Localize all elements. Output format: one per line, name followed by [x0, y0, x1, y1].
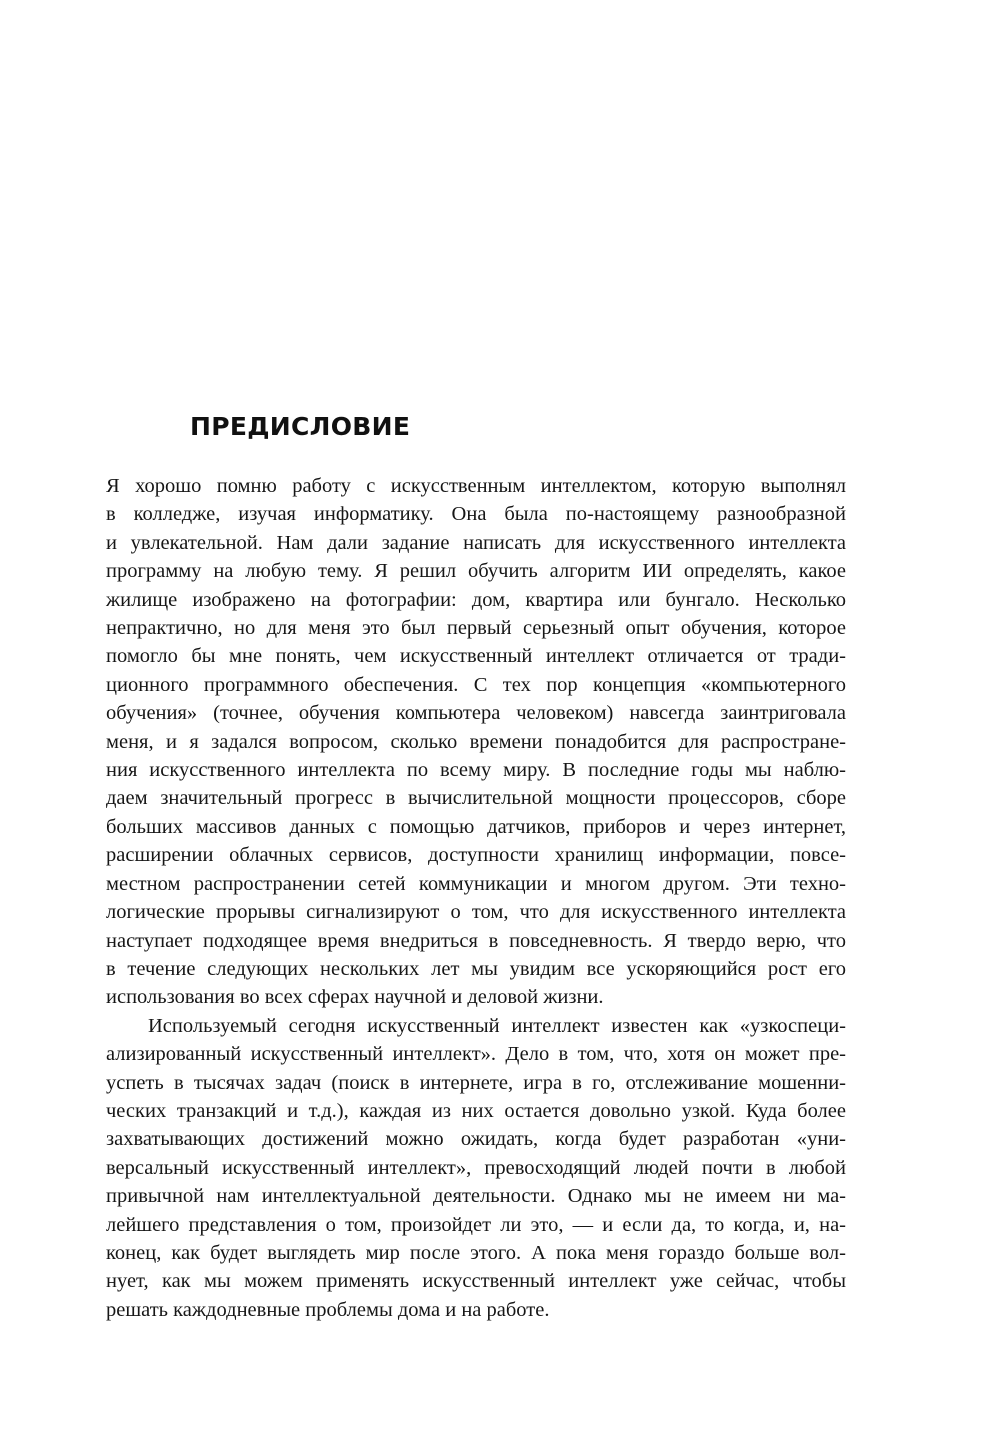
text-line: решать каждодневные проблемы дома и на работе.: [106, 1298, 550, 1321]
text-line: ализированный искусственный интеллект». Дело в том, что, хотя он может пре-: [106, 1043, 846, 1066]
text-line: непрактично, но для меня это был первый серьезный опыт обучения, которое: [106, 617, 846, 640]
text-line: больших массивов данных с помощью датчиков, приборов и через интернет,: [106, 815, 846, 838]
text-line: привычной нам интеллектуальной деятельности. Однако мы не имеем ни ма-: [106, 1185, 846, 1208]
text-line: конец, как будет выглядеть мир после этого. А пока меня гораздо больше вол-: [106, 1241, 846, 1264]
body-text: [106, 472, 846, 1324]
text-line: ния искусственного интеллекта по всему миру. В последние годы мы наблю-: [106, 759, 846, 782]
text-line: в колледже, изучая информатику. Она была по-настоящему разнообразной: [106, 503, 846, 526]
text-line: обучения» (точнее, обучения компьютера человеком) навсегда заинтриговала: [106, 702, 846, 725]
text-line: успеть в тысячах задач (поиск в интернете, игра в го, отслеживание мошенни-: [106, 1071, 846, 1094]
text-line: версальный искусственный интеллект», превосходящий людей почти в любой: [106, 1156, 846, 1179]
text-line: логические прорывы сигнализируют о том, что для искусственного интеллекта: [106, 901, 846, 924]
text-line: Используемый сегодня искусственный интеллект известен как «узкоспеци-: [148, 1014, 846, 1037]
text-line: помогло бы мне понять, чем искусственный интеллект отличается от тради-: [106, 645, 846, 668]
text-line: даем значительный прогресс в вычислительной мощности процессоров, сборе: [106, 787, 846, 810]
text-line: жилище изображено на фотографии: дом, квартира или бунгало. Несколько: [106, 588, 846, 611]
text-line: меня, и я задался вопросом, сколько времени понадобится для распростране-: [106, 730, 846, 753]
text-line: использования во всех сферах научной и деловой жизни.: [106, 986, 604, 1009]
text-line: наступает подходящее время внедриться в повседневность. Я твердо верю, что: [106, 929, 846, 952]
chapter-heading: ПРЕДИСЛОВИЕ: [190, 412, 411, 441]
paragraph-2: [106, 1012, 846, 1324]
text-line: ческих транзакций и т.д.), каждая из них остается довольно узкой. Куда более: [106, 1099, 846, 1122]
paragraph-1: [106, 472, 846, 1012]
text-line: расширении облачных сервисов, доступности хранилищ информации, повсе-: [106, 844, 846, 867]
text-line: программу на любую тему. Я решил обучить алгоритм ИИ определять, какое: [106, 560, 846, 583]
text-line: Я хорошо помню работу с искусственным интеллектом, которую выполнял: [106, 475, 846, 497]
text-line: ционного программного обеспечения. С тех пор концепция «компьютерного: [106, 673, 846, 696]
text-line: лейшего представления о том, произойдет ли это, — и если да, то когда, и, на-: [106, 1213, 846, 1236]
text-line: местном распространении сетей коммуникации и многом другом. Эти техно-: [106, 872, 846, 895]
text-line: захватывающих достижений можно ожидать, когда будет разработан «уни-: [106, 1128, 846, 1151]
text-line: нует, как мы можем применять искусственный интеллект уже сейчас, чтобы: [106, 1270, 846, 1293]
text-line: и увлекательной. Нам дали задание написать для искусственного интеллекта: [106, 531, 846, 554]
text-line: в течение следующих нескольких лет мы увидим все ускоряющийся рост его: [106, 957, 846, 980]
